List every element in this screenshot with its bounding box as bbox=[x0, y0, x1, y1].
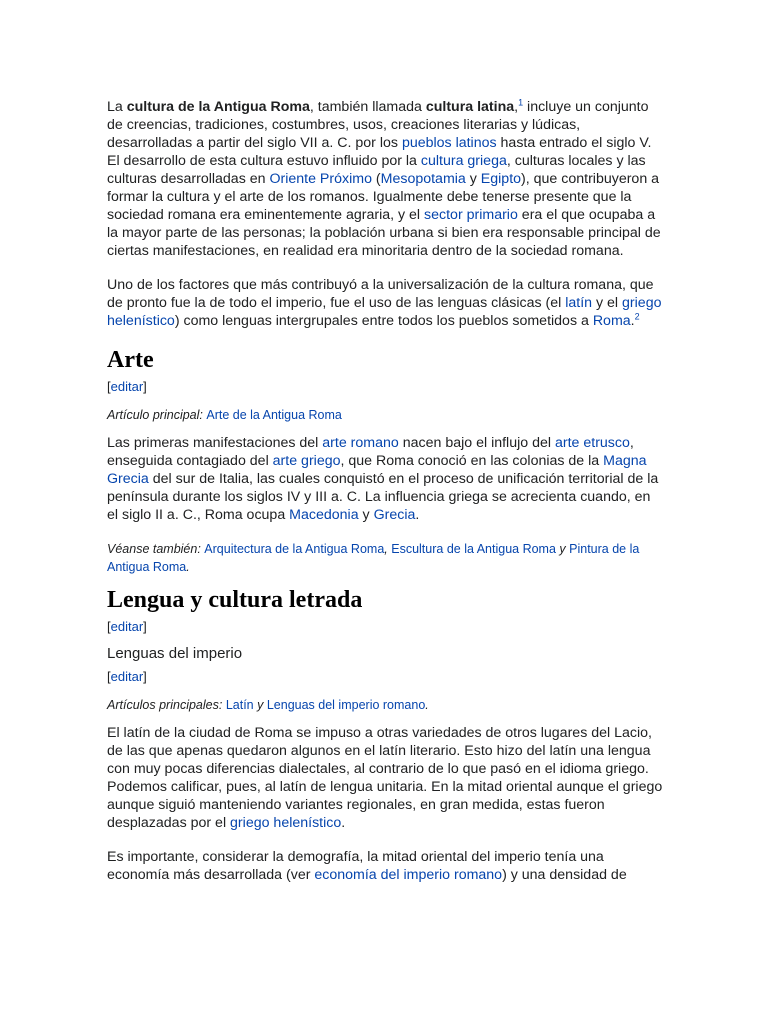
link-roma[interactable]: Roma bbox=[592, 313, 631, 329]
text: ) como lenguas intergrupales entre todos los pueblos sometidos a bbox=[174, 313, 593, 329]
text: . bbox=[341, 815, 346, 831]
section-heading-arte: Arte bbox=[107, 347, 154, 373]
link-arte-griego[interactable]: arte griego bbox=[272, 453, 341, 469]
bold-term: cultura latina bbox=[425, 99, 515, 115]
text: y bbox=[465, 171, 481, 187]
main-article-note bbox=[107, 406, 665, 424]
edit-link[interactable]: editar bbox=[110, 619, 144, 634]
link-sector-primario[interactable]: sector primario bbox=[424, 207, 518, 223]
link-pintura[interactable]: Pintura de la Antigua Roma bbox=[107, 542, 640, 574]
bracket: ] bbox=[143, 669, 147, 684]
main-articles-note bbox=[107, 696, 665, 714]
separator: y bbox=[257, 698, 264, 712]
text: y el bbox=[592, 295, 623, 311]
text: , que Roma conoció en las colonias de la bbox=[340, 453, 604, 469]
lengua-paragraph-2 bbox=[107, 848, 665, 884]
text: , bbox=[514, 99, 519, 115]
link-cultura-griega[interactable]: cultura griega bbox=[420, 153, 507, 169]
edit-link[interactable]: editar bbox=[110, 379, 144, 394]
link-egipto[interactable]: Egipto bbox=[480, 171, 522, 187]
text: ), que contribuyeron a formar la cultura y el arte de los romanos. Igualmente debe tenerse presente que la sociedad romana era eminentemente agraria, y el bbox=[107, 171, 660, 223]
reference-link-1[interactable]: 1 bbox=[518, 97, 524, 108]
link-arte-antigua-roma[interactable]: Arte de la Antigua Roma bbox=[206, 408, 342, 422]
link-latin[interactable]: latín bbox=[565, 295, 593, 311]
lengua-paragraph-1 bbox=[107, 724, 665, 832]
text: Las primeras manifestaciones del bbox=[107, 435, 323, 451]
separator: . bbox=[186, 560, 190, 574]
edit-section-lengua bbox=[107, 618, 665, 636]
text: hasta entrado el siglo V. El desarrollo de esta cultura estuvo influido por la bbox=[107, 135, 652, 169]
link-grecia[interactable]: Grecia bbox=[373, 507, 416, 523]
link-macedonia[interactable]: Macedonia bbox=[289, 507, 359, 523]
edit-subsection-lenguas bbox=[107, 668, 665, 686]
text: . bbox=[415, 507, 420, 523]
text: del sur de Italia, las cuales conquistó en el proceso de unificación territorial de la península durante los siglos IV y III a. C. La influencia griega se acrecienta cuando, en el siglo II a. C., Roma ocupa bbox=[107, 471, 659, 523]
text: Es importante, considerar la demografía, la mitad oriental del imperio tenía una economía más desarrollada (ver bbox=[107, 849, 604, 883]
hatnote-prefix: Artículos principales: bbox=[107, 698, 223, 712]
link-latin-article[interactable]: Latín bbox=[225, 698, 254, 712]
arte-paragraph bbox=[107, 434, 665, 524]
bracket: ] bbox=[143, 379, 147, 394]
text: , enseguida contagiado del bbox=[107, 435, 634, 469]
link-arte-etrusco[interactable]: arte etrusco bbox=[554, 435, 630, 451]
intro-paragraph-2 bbox=[107, 276, 665, 330]
edit-section-arte bbox=[107, 378, 665, 396]
link-arte-romano[interactable]: arte romano bbox=[322, 435, 399, 451]
text: ( bbox=[371, 171, 381, 187]
link-griego-helenistico[interactable]: griego helenístico bbox=[107, 295, 662, 329]
article-body bbox=[107, 98, 665, 900]
link-economia-imperio[interactable]: economía del imperio romano bbox=[314, 867, 503, 883]
link-arquitectura[interactable]: Arquitectura de la Antigua Roma bbox=[204, 542, 385, 556]
text: incluye un conjunto de creencias, tradiciones, costumbres, usos, creaciones literarias y lúdicas, desarrolladas a partir del siglo VII a. C. por los bbox=[107, 99, 649, 151]
link-magna-grecia[interactable]: Magna Grecia bbox=[107, 453, 647, 487]
link-pueblos-latinos[interactable]: pueblos latinos bbox=[401, 135, 497, 151]
bold-term: cultura de la Antigua Roma bbox=[126, 99, 310, 115]
link-escultura[interactable]: Escultura de la Antigua Roma bbox=[391, 542, 556, 556]
intro-paragraph-1 bbox=[107, 98, 665, 260]
section-heading-lengua: Lengua y cultura letrada bbox=[107, 587, 363, 613]
text: , también llamada bbox=[309, 99, 426, 115]
link-oriente-proximo[interactable]: Oriente Próximo bbox=[269, 171, 372, 187]
see-also-note bbox=[107, 540, 665, 576]
text: ) y una densidad de bbox=[502, 867, 627, 883]
link-mesopotamia[interactable]: Mesopotamia bbox=[380, 171, 466, 187]
text: nacen bajo el influjo del bbox=[398, 435, 555, 451]
text: La bbox=[107, 99, 127, 115]
bracket: ] bbox=[143, 619, 147, 634]
subsection-heading-lenguas: Lenguas del imperio bbox=[107, 645, 243, 662]
text: , culturas locales y las culturas desarrolladas en bbox=[107, 153, 646, 187]
text: . bbox=[630, 313, 635, 329]
edit-link[interactable]: editar bbox=[110, 669, 144, 684]
separator: . bbox=[425, 698, 429, 712]
text: era el que ocupaba a la mayor parte de las personas; la población urbana si bien era responsable principal de ciertas manifestaciones, en realidad era minoritaria dentro de la sociedad romana. bbox=[107, 207, 661, 259]
reference-link-2[interactable]: 2 bbox=[634, 311, 640, 322]
link-griego-helenistico-2[interactable]: griego helenístico bbox=[230, 815, 342, 831]
text: El latín de la ciudad de Roma se impuso a otras variedades de otros lugares del Lacio, de las que apenas quedaron algunos en el latín literario. Esto hizo del latín una lengua con muy pocas diferencias dialectales, al contrario de lo que pasó en el idioma griego. Podemos calificar, pues, al latín de lengua unitaria. En la mitad oriental aunque el griego aunque siguió manteniendo variantes regionales, en gran medida, estas fueron desplazadas por el bbox=[107, 725, 663, 831]
separator: y bbox=[559, 542, 566, 556]
bracket: [ bbox=[107, 379, 111, 394]
link-lenguas-imperio[interactable]: Lenguas del imperio romano bbox=[266, 698, 426, 712]
text: Uno de los factores que más contribuyó a la universalización de la cultura romana, que de pronto fue la de todo el imperio, fue el uso de las lenguas clásicas (el bbox=[107, 277, 654, 311]
separator: , bbox=[384, 542, 388, 556]
bracket: [ bbox=[107, 669, 111, 684]
text: y bbox=[358, 507, 374, 523]
bracket: [ bbox=[107, 619, 111, 634]
hatnote-prefix: Véanse también: bbox=[107, 542, 201, 556]
hatnote-prefix: Artículo principal: bbox=[107, 408, 203, 422]
